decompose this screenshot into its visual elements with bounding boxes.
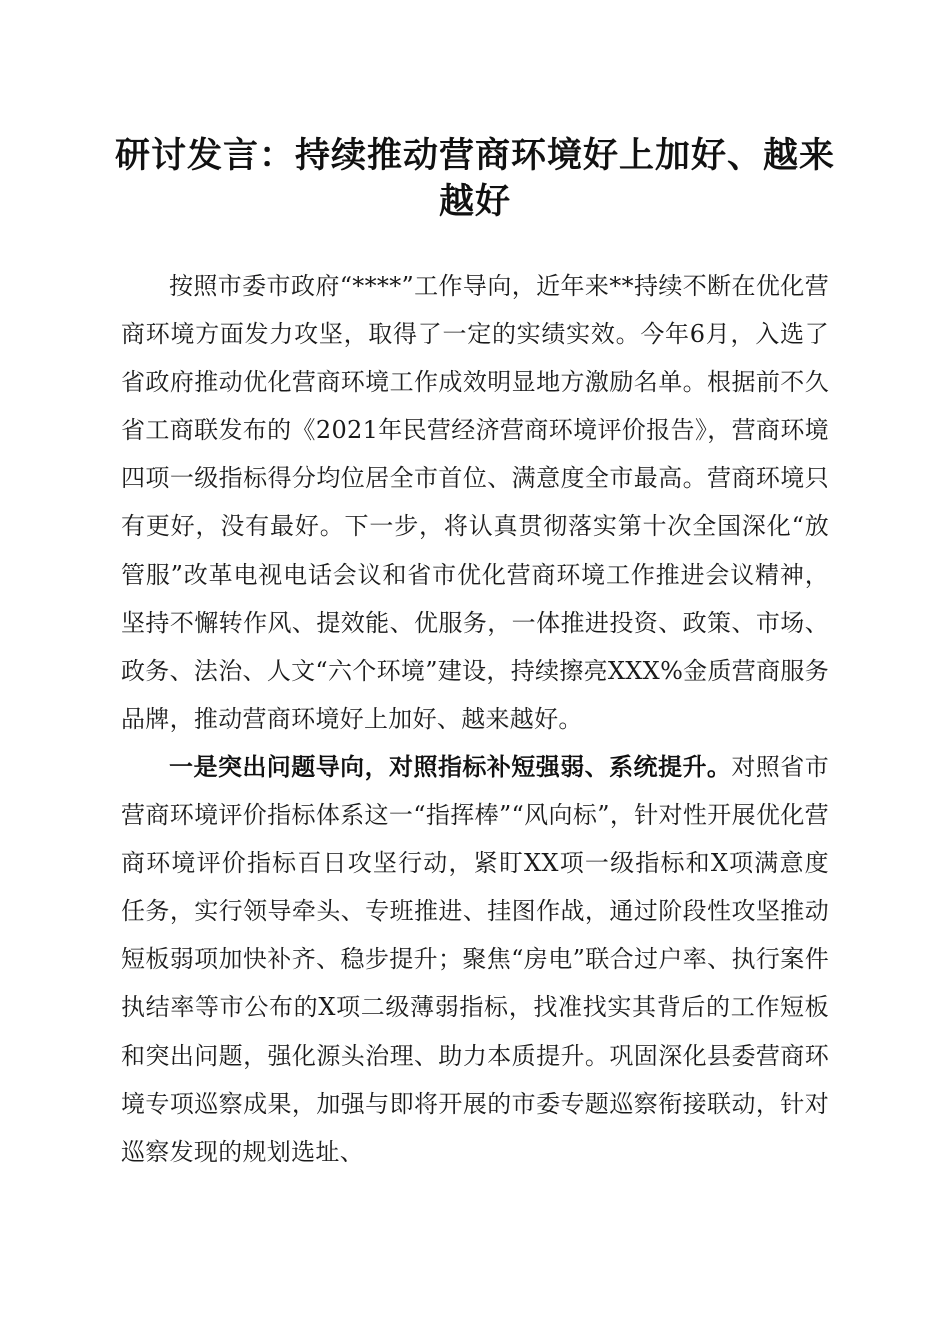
document-body [121, 262, 829, 1176]
paragraph-text: 按照市委市政府“****”工作导向，近年来**持续不断在优化营商环境方面发力攻坚，取得了一定的实绩实效。今年6月，入选了省政府推动优化营商环境工作成效明显地方激励名单。根据前不久省工商联发布的《2021年民营经济营商环境评价报告》，营商环境四项一级指标得分均位居全市首位、满意度全市最高。营商环境只有更好，没有最好。下一步，将认真贯彻落实第十次全国深化“放管服”改革电视电话会议和省市优化营商环境工作推进会议精神，坚持不懈转作风、提效能、优服务，一体推进投资、政策、市场、政务、法治、人文“六个环境”建设，持续擦亮XXX%金质营商服务品牌，推动营商环境好上加好、越来越好。 [121, 272, 829, 733]
paragraph-point-one [121, 743, 829, 1176]
paragraph-lead: 一是突出问题导向，对照指标补短强弱、系统提升。 [169, 751, 732, 781]
document-title: 研讨发言：持续推动营商环境好上加好、越来越好 [114, 135, 835, 222]
paragraph-text: 对照省市营商环境评价指标体系这一“指挥棒”“风向标”，针对性开展优化营商环境评价指标百日攻坚行动，紧盯XX项一级指标和X项满意度任务，实行领导牵头、专班推进、挂图作战，通过阶段性攻坚推动短板弱项加快补齐、稳步提升；聚焦“房电”联合过户率、执行案件执结率等市公布的X项二级薄弱指标，找准找实其背后的工作短板和突出问题，强化源头治理、助力本质提升。巩固深化县委营商环境专项巡察成果，加强与即将开展的市委专题巡察衔接联动，针对巡察发现的规划选址、 [121, 752, 829, 1166]
paragraph-intro [121, 262, 829, 743]
